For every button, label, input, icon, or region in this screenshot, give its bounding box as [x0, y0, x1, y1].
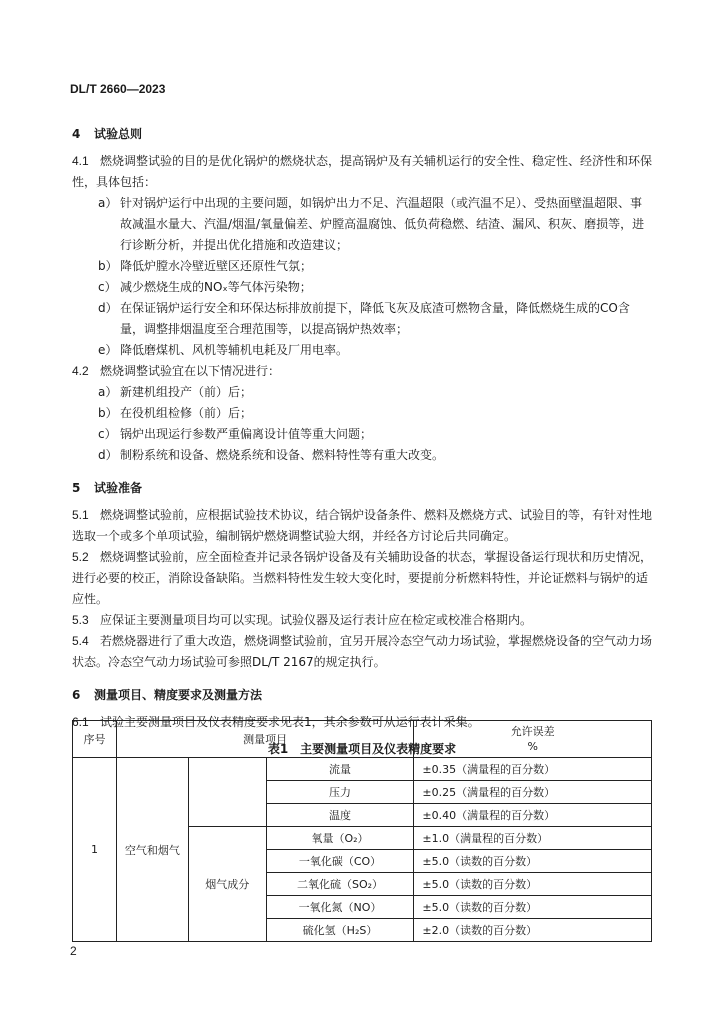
table-header-row	[73, 721, 652, 758]
cell-tolerance: ±1.0（满量程的百分数）	[414, 827, 652, 850]
clause-6-1: 6.1 试验主要测量项目及仪表精度要求见表1，其余参数可从运行表计采集。	[72, 715, 480, 729]
table-row	[73, 758, 652, 781]
cell-item: 温度	[266, 804, 414, 827]
clause-5-4: 5.4 若燃烧器进行了重大改造，燃烧调整试验前，宜另开展冷态空气动力场试验，掌握燃烧设备的空气动力场状态。冷态空气动力场试验可参照DL/T 2167的规定执行。	[72, 634, 653, 669]
cell-item: 压力	[266, 781, 414, 804]
list-item: c） 减少燃烧生成的NOₓ等气体污染物；	[98, 280, 312, 294]
measurement-table	[72, 720, 652, 942]
cell-seq: 1	[73, 758, 117, 942]
cell-tolerance: ±5.0（读数的百分数）	[414, 896, 652, 919]
cell-tolerance: ±0.40（满量程的百分数）	[414, 804, 652, 827]
list-item: d） 在保证锅炉运行安全和环保达标排放前提下，降低飞灰及底渣可燃物含量，降低燃烧生成的CO含量，调整排烟温度至合理范围等，以提高锅炉热效率；	[98, 301, 630, 336]
header-item: 测量项目	[116, 721, 413, 758]
cell-item: 流量	[266, 758, 414, 781]
header-seq: 序号	[73, 721, 117, 758]
clause-5-1: 5.1 燃烧调整试验前，应根据试验技术协议，结合锅炉设备条件、燃料及燃烧方式、试验目的等，有针对性地选取一个或多个单项试验，编制锅炉燃烧调整试验大纲，并经各方讨论后共同确定。	[72, 508, 653, 543]
list-item: b） 降低炉膛水冷壁近壁区还原性气氛；	[98, 259, 313, 273]
cell-tolerance: ±2.0（读数的百分数）	[414, 919, 652, 942]
cell-group: 空气和烟气	[116, 758, 188, 942]
cell-tolerance: ±5.0（读数的百分数）	[414, 873, 652, 896]
cell-subgroup: 烟气成分	[188, 827, 266, 942]
table-caption: 表1 主要测量项目及仪表精度要求	[267, 742, 457, 756]
list-item: a） 新建机组投产（前）后；	[98, 385, 253, 399]
document-code: DL/T 2660—2023	[70, 82, 166, 96]
cell-item: 硫化氢（H₂S）	[266, 919, 414, 942]
header-tolerance: 允许误差 %	[414, 721, 652, 758]
list-item: e） 降低磨煤机、风机等辅机电耗及厂用电率。	[98, 343, 349, 357]
list-item: a） 针对锅炉运行中出现的主要问题，如锅炉出力不足、汽温超限（或汽温不足）、受热面壁温超限、事故减温水量大、汽温/烟温/氧量偏差、炉膛高温腐蚀、低负荷稳燃、结渣、漏风、积灰、磨损等，进行诊断分析，并提出优化措施和改造建议；	[98, 196, 645, 252]
list-item: d） 制粉系统和设备、燃烧系统和设备、燃料特性等有重大改变。	[98, 448, 445, 462]
list-item: c） 锅炉出现运行参数严重偏离设计值等重大问题；	[98, 427, 373, 441]
cell-item: 氧量（O₂）	[266, 827, 414, 850]
cell-tolerance: ±5.0（读数的百分数）	[414, 850, 652, 873]
cell-tolerance: ±0.25（满量程的百分数）	[414, 781, 652, 804]
clause-5-2: 5.2 燃烧调整试验前，应全面检查并记录各锅炉设备及有关辅助设备的状态，掌握设备运行现状和历史情况，进行必要的校正，消除设备缺陷。当燃料特性发生较大变化时，要提前分析燃料特性，并论证燃料与锅炉的适应性。	[72, 550, 653, 606]
list-item: b） 在役机组检修（前）后；	[98, 406, 253, 420]
clause-5-3: 5.3 应保证主要测量项目均可以实现。试验仪器及运行表计应在检定或校准合格期内。	[72, 613, 533, 627]
cell-tolerance: ±0.35（满量程的百分数）	[414, 758, 652, 781]
cell-item: 一氧化氮（NO）	[266, 896, 414, 919]
cell-item: 一氧化碳（CO）	[266, 850, 414, 873]
section-heading-5: 5 试验准备	[72, 481, 143, 495]
section-heading-4: 4 试验总则	[72, 127, 143, 141]
page-number: 2	[70, 944, 77, 958]
clause-4-1: 4.1 燃烧调整试验的目的是优化锅炉的燃烧状态，提高锅炉及有关辅机运行的安全性、稳定性、经济性和环保性，具体包括：	[72, 154, 653, 189]
clause-4-2: 4.2 燃烧调整试验宜在以下情况进行：	[72, 364, 281, 378]
body-text	[72, 120, 652, 766]
cell-item: 二氧化硫（SO₂）	[266, 873, 414, 896]
section-heading-6: 6 测量项目、精度要求及测量方法	[72, 688, 263, 702]
